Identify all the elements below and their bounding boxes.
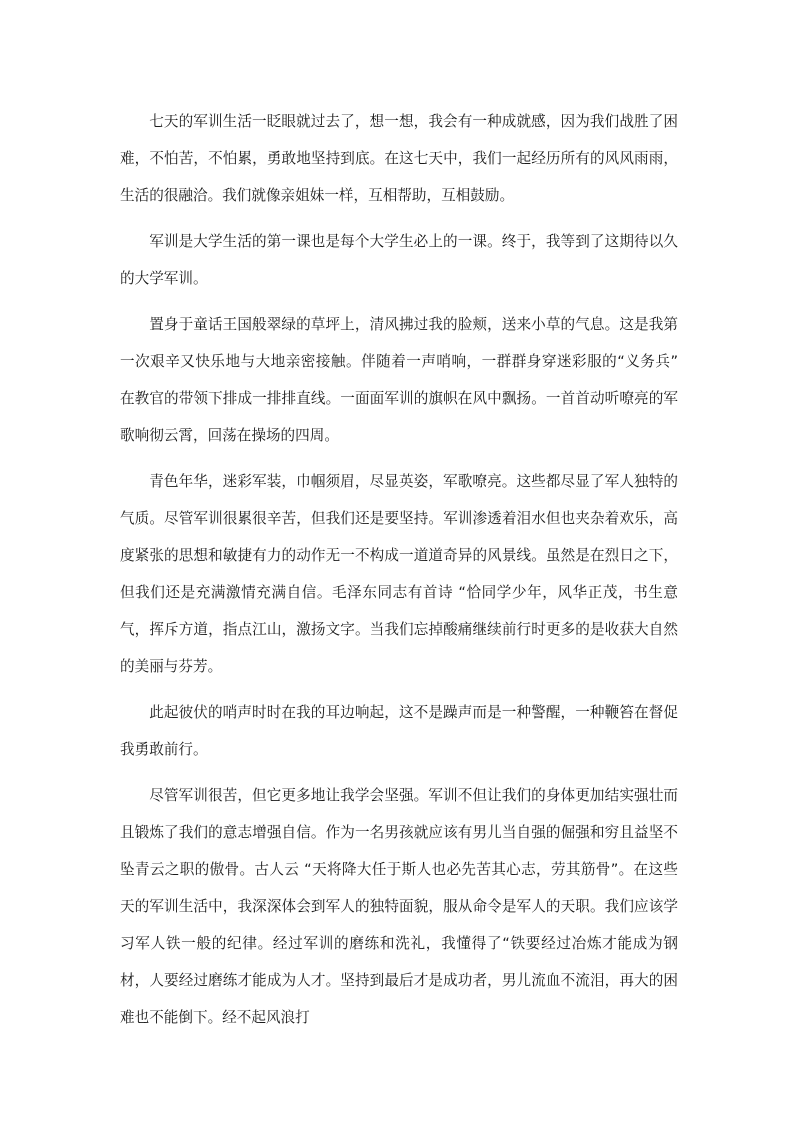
paragraph-5: 此起彼伏的哨声时时在我的耳边响起，这不是躁声而是一种警醒，一种鞭笞在督促我勇敢前行。 [120, 704, 678, 758]
paragraph-3: 置身于童话王国般翠绿的草坪上，清风拂过我的脸颊，送来小草的气息。这是我第一次艰辛又快乐地与大地亲密接触。伴随着一声哨响，一群群身穿迷彩服的“义务兵” 在教官的带领下排成一排排直线。一面面军训的旗帜在风中飘扬。一首首动听嘹亮的军歌响彻云霄，回荡在操场的四周。 [120, 316, 678, 444]
paragraph-6: 尽管军训很苦，但它更多地让我学会坚强。军训不但让我们的身体更加结实强壮而且锻炼了我们的意志增强自信。作为一名男孩就应该有男儿当自强的倔强和穷且益坚不坠青云之职的傲骨。古人云 “天将降大任于斯人也必先苦其心志，劳其筋骨”。在这些天的军训生活中，我深深体会到军人的独特面貌，服从命令是军人的天职。我们应该学习军人铁一般的纪律。经过军训的磨练和洗礼，我懂得了“铁要经过冶炼才能成为钢材，人要经过磨练才能成为人才。坚持到最后才是成功者，男儿流血不流泪，再大的困难也不能倒下。经不起风浪打 [120, 787, 678, 1026]
paragraph-1: 七天的军训生活一眨眼就过去了，想一想，我会有一种成就感，因为我们战胜了困难，不怕苦，不怕累，勇敢地坚持到底。在这七天中，我们一起经历所有的风风雨雨，生活的很融洽。我们就像亲姐妹一样，互相帮助，互相鼓励。 [120, 113, 678, 204]
paragraph-2: 军训是大学生活的第一课也是每个大学生必上的一课。终于，我等到了这期待以久的大学军训。 [120, 233, 678, 287]
document-body [120, 103, 678, 1045]
paragraph-4: 青色年华，迷彩军装，巾帼须眉，尽显英姿，军歌嘹亮。这些都尽显了军人独特的气质。尽管军训很累很辛苦，但我们还是要坚持。军训渗透着泪水但也夹杂着欢乐，高度紧张的思想和敏捷有力的动作无一不构成一道道奇异的风景线。虽然是在烈日之下，但我们还是充满激情充满自信。毛泽东同志有首诗 “恰同学少年，风华正茂，书生意气，挥斥方道，指点江山，激扬文字。当我们忘掉酸痛继续前行时更多的是收获大自然的美丽与芬芳。 [120, 473, 678, 675]
